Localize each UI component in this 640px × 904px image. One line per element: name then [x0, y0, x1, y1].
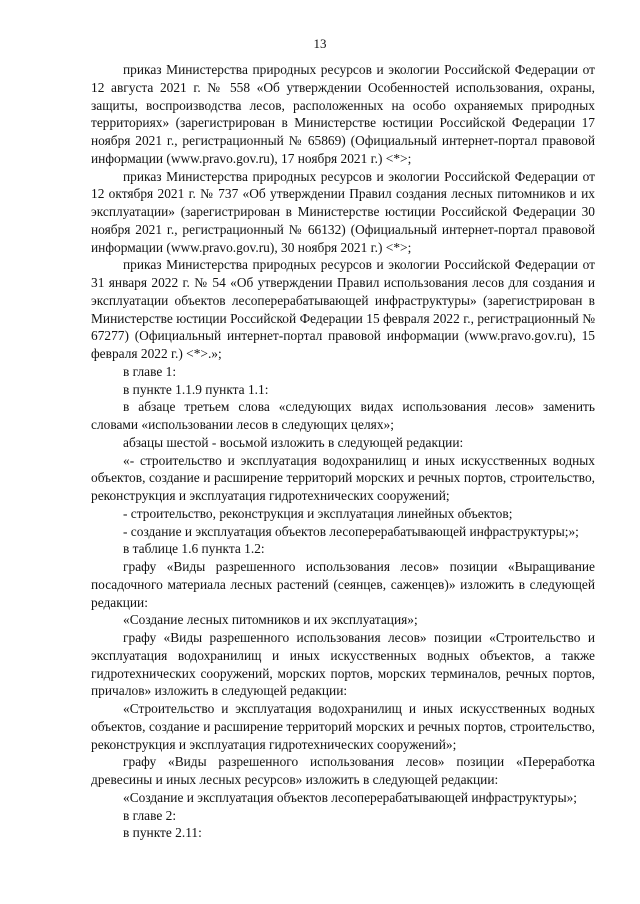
paragraph: в абзаце третьем слова «следующих видах использования лесов» заменить словами «использовании лесов в следующих целях»; [91, 399, 595, 432]
paragraph: «- строительство и эксплуатация водохранилищ и иных искусственных водных объектов, создание и расширение территорий морских и речных портов, строительство, реконструкция и эксплуатация гидротехнических сооружений; [91, 452, 595, 503]
paragraph: приказ Министерства природных ресурсов и экологии Российской Федерации от 12 октября 2021 г. № 737 «Об утверждении Правил создания лесных питомников и их эксплуатации» (зарегистрирован в Министерстве юстиции Российской Федерации 30 ноября 2021 г., регистрационный № 66132) (Официальный интернет-портал правовой информации (www.pravo.gov.ru), 30 ноября 2021 г.) <*>; [91, 168, 595, 255]
paragraph: в таблице 1.6 пункта 1.2: [123, 541, 265, 557]
paragraph: в пункте 2.11: [123, 825, 202, 841]
paragraph: в пункте 1.1.9 пункта 1.1: [123, 381, 269, 397]
document-body [91, 61, 595, 842]
paragraph: графу «Виды разрешенного использования лесов» позиции «Строительство и эксплуатация водохранилищ и иных искусственных водных объектов, а также гидротехнических сооружений, морских портов, морских терминалов, речных портов, причалов» изложить в следующей редакции: [91, 630, 595, 699]
paragraph: приказ Министерства природных ресурсов и экологии Российской Федерации от 31 января 2022 г. № 54 «Об утверждении Правил использования лесов для создания и эксплуатации объектов лесоперерабатывающей инфраструктуры» (зарегистрирован в Министерстве юстиции Российской Федерации 15 февраля 2022 г., регистрационный № 67277) (Официальный интернет-портал правовой информации (www.pravo.gov.ru), 15 февраля 2022 г.) <*>.»; [91, 257, 595, 361]
paragraph: в главе 1: [123, 363, 177, 379]
paragraph: «Создание лесных питомников и их эксплуатация»; [123, 612, 418, 628]
paragraph: «Строительство и эксплуатация водохранилищ и иных искусственных водных объектов, создание и расширение территорий морских и речных портов, строительство, реконструкция и эксплуатация гидротехнических сооружений»; [91, 701, 595, 752]
paragraph: абзацы шестой - восьмой изложить в следующей редакции: [123, 434, 464, 450]
paragraph: графу «Виды разрешенного использования лесов» позиции «Переработка древесины и иных лесных ресурсов» изложить в следующей редакции: [91, 754, 595, 787]
paragraph: - строительство, реконструкция и эксплуатация линейных объектов; [123, 505, 513, 521]
page-number: 13 [313, 36, 327, 51]
paragraph: в главе 2: [123, 807, 177, 823]
paragraph: - создание и эксплуатация объектов лесоперерабатывающей инфраструктуры;»; [123, 523, 579, 539]
paragraph: приказ Министерства природных ресурсов и экологии Российской Федерации от 12 августа 2021 г. № 558 «Об утверждении Особенностей использования, охраны, защиты, воспроизводства лесов, расположенных на особо охраняемых природных территориях» (зарегистрирован в Министерстве юстиции Российской Федерации 17 ноября 2021 г., регистрационный № 65869) (Официальный интернет-портал правовой информации (www.pravo.gov.ru), 17 ноября 2021 г.) <*>; [91, 62, 595, 166]
paragraph: графу «Виды разрешенного использования лесов» позиции «Выращивание посадочного материала лесных растений (сеянцев, саженцев)» изложить в следующей редакции: [91, 559, 595, 610]
paragraph: «Создание и эксплуатация объектов лесоперерабатывающей инфраструктуры»; [123, 789, 578, 805]
